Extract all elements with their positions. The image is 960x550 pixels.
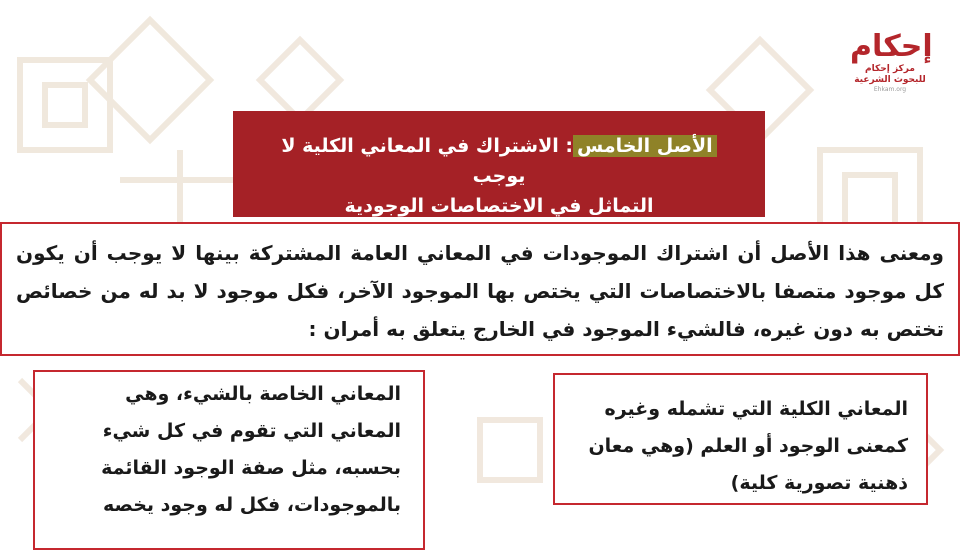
specific-meanings-box: المعاني الخاصة بالشيء، وهي المعاني التي تقوم في كل شيء بحسبه، مثل صفة الوجود القائمة بالموجودات، فكل له وجود يخصه <box>33 370 425 550</box>
logo-url: Ehkam.org <box>873 86 907 93</box>
logo-mark: إحكام <box>850 29 933 64</box>
title-box <box>233 111 765 217</box>
title-line-1 <box>273 131 725 191</box>
definition-box: ومعنى هذا الأصل أن اشتراك الموجودات في المعاني العامة المشتركة بينها لا يوجب أن يكون كل موجود متصفا بالاختصاصات التي يختص بها الموجود الآخر، فكل موجود لا بد له من خصائص تختص به دون غيره، فالشيء الموجود في الخارج يتعلق به أمران : <box>0 222 960 356</box>
logo-subtitle: مركز إحكام للبحوث الشرعية <box>854 64 926 85</box>
logo <box>850 26 933 93</box>
general-meanings-box: المعاني الكلية التي تشمله وغيره كمعنى الوجود أو العلم (وهي معان ذهنية تصورية كلية) <box>553 373 928 505</box>
title-rest: : الاشتراك في المعاني الكلية لا يوجب <box>281 135 573 187</box>
title-highlight: الأصل الخامس <box>573 135 717 157</box>
title-line-2: التماثل في الاختصاصات الوجودية <box>344 195 654 217</box>
